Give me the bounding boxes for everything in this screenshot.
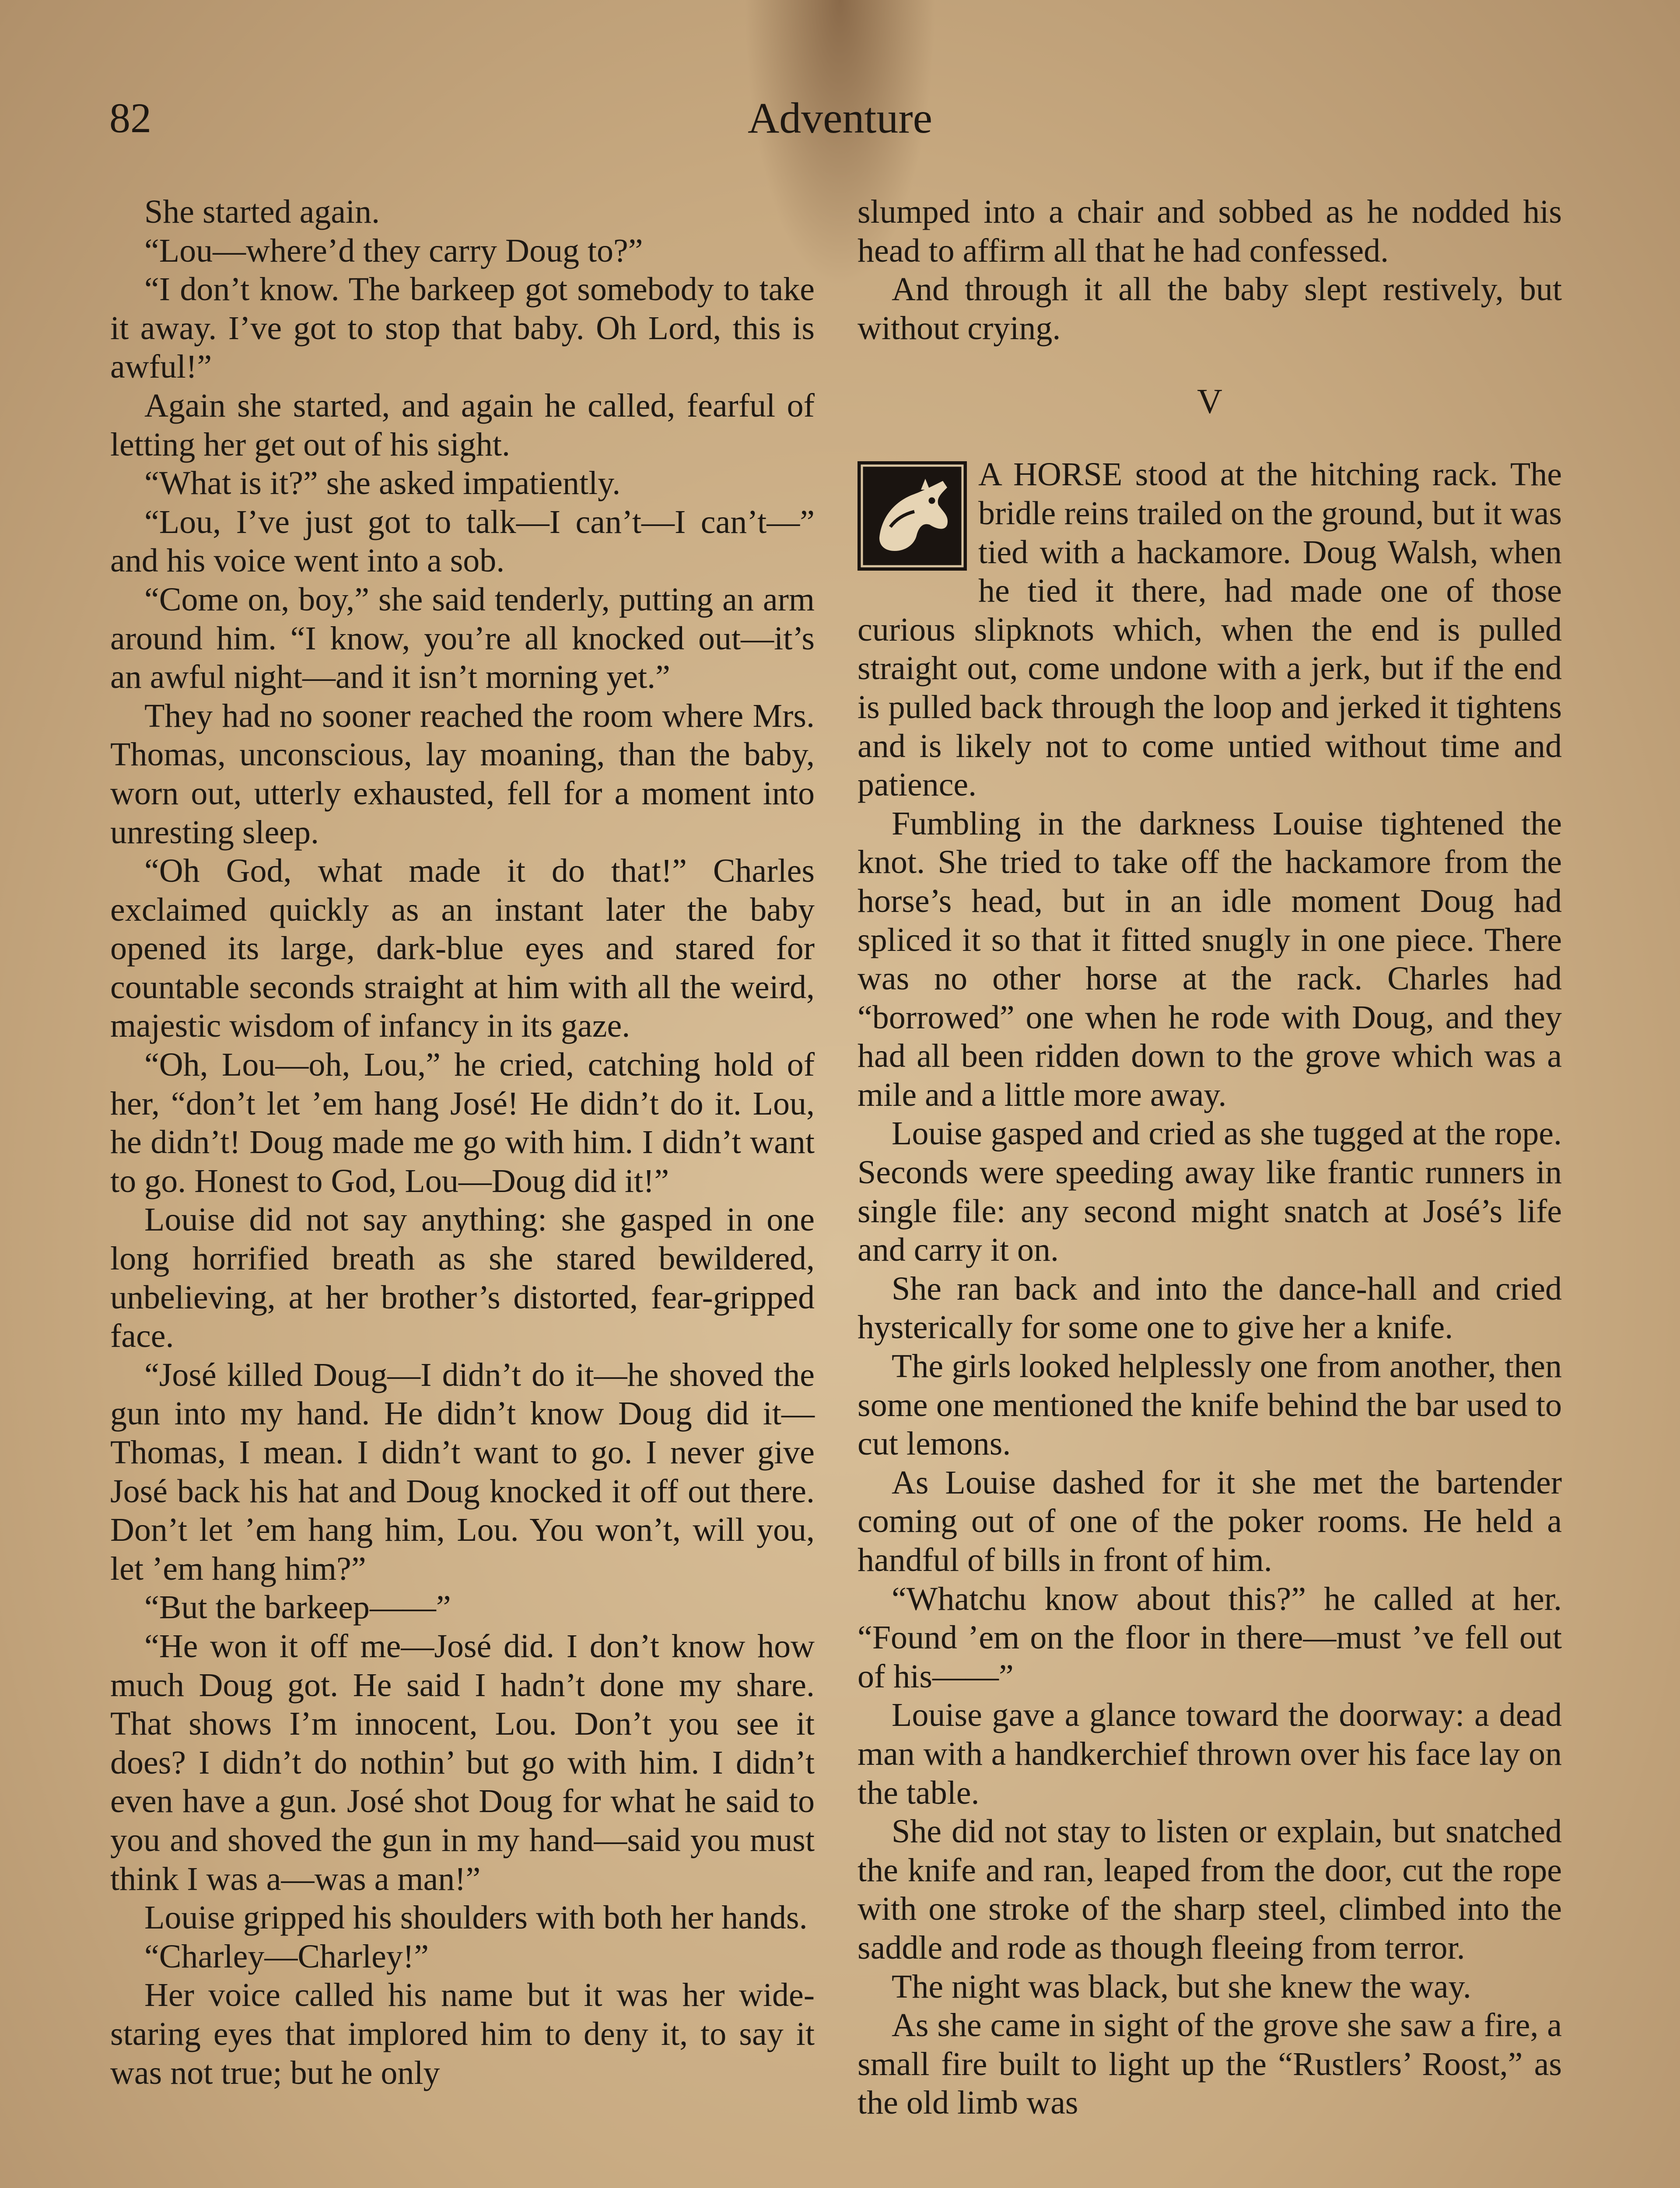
paragraph: “Oh, Lou—oh, Lou,” he cried, catching hold of her, “don’t let ’em hang José! He didn’t do it. Lou, he didn’t! Doug made me go with him. I didn’t want to go. Honest to God, Lou—Doug did it!” xyxy=(110,1046,815,1199)
paragraph: The night was black, but she knew the way. xyxy=(892,1968,1471,2005)
paragraph: “Lou—where’d they carry Doug to?” xyxy=(144,232,643,269)
paragraph: Again she started, and again he called, fearful of letting her get out of his sight. xyxy=(110,387,815,463)
paragraph: She started again. xyxy=(144,193,380,230)
paragraph: As she came in sight of the grove she saw a fire, a small fire built to light up the “Rustlers’ Roost,” as the old limb was xyxy=(858,2007,1562,2121)
paragraph: “I don’t know. The barkeep got somebody to take it away. I’ve got to stop that baby. Oh Lord, this is awful!” xyxy=(110,271,815,386)
page-number: 82 xyxy=(109,95,151,141)
right-column xyxy=(858,193,1562,2122)
paragraph: slumped into a chair and sobbed as he nodded his head to affirm all that he had confessed. xyxy=(858,193,1562,269)
paragraph: And through it all the baby slept restively, but without crying. xyxy=(858,271,1562,347)
paragraph: A HORSE stood at the hitching rack. The bridle reins trailed on the ground, but it was tied with a hackamore. Doug Walsh, when he tied it there, had made one of those curious slipknots which, when the end is pulled straight out, come undone with a jerk, but if the end is pulled back through the loop and jerked it tightens and is likely not to come untied without time and patience. xyxy=(858,456,1562,803)
section-number: V xyxy=(1197,382,1222,421)
paragraph: “Charley—Charley!” xyxy=(144,1938,429,1975)
paragraph: Fumbling in the darkness Louise tightened the knot. She tried to take off the hackamore from the horse’s head, but in an idle moment Doug had spliced it so that it fitted snugly in one piece. There was no other horse at the rack. Charles had “borrowed” one when he rode with Doug, and they had all been ridden down to the grove which was a mile and a little more away. xyxy=(858,805,1562,1113)
paragraph: She did not stay to listen or explain, but snatched the knife and ran, leaped from the door, cut the rope with one stroke of the sharp steel, climbed into the saddle and rode as though fleeing from terror. xyxy=(858,1813,1562,1966)
paragraph: “Whatchu know about this?” he called at her. “Found ’em on the floor in there—must ’ve fell out of his——” xyxy=(858,1580,1562,1695)
paragraph: She ran back and into the dance-hall and cried hysterically for some one to give her a knife. xyxy=(858,1270,1562,1346)
horse-head-vignette-icon xyxy=(858,461,967,571)
page-header xyxy=(109,92,1571,153)
paragraph: “Oh God, what made it do that!” Charles exclaimed quickly as an instant later the baby opened its large, dark-blue eyes and stared for countable seconds straight at him with all the weird, majestic wisdom of infancy in its gaze. xyxy=(110,852,815,1045)
paragraph: “But the barkeep——” xyxy=(144,1589,451,1626)
left-column xyxy=(110,193,815,2092)
paragraph: “José killed Doug—I didn’t do it—he shoved the gun into my hand. He didn’t know Doug did it—Thomas, I mean. I didn’t want to go. I never give José back his hat and Doug knocked it off out there. Don’t let ’em hang him, Lou. You won’t, will you, let ’em hang him?” xyxy=(110,1356,815,1587)
paragraph: Louise gasped and cried as she tugged at the rope. Seconds were speeding away like frantic runners in single file: any second might snatch at José’s life and carry it on. xyxy=(858,1115,1562,1269)
paragraph: The girls looked helplessly one from another, then some one mentioned the knife behind the bar used to cut lemons. xyxy=(858,1348,1562,1462)
paragraph: Louise did not say anything: she gasped in one long horrified breath as she stared bewildered, unbelieving, at her brother’s distorted, fear-gripped face. xyxy=(110,1201,815,1355)
paragraph: “What is it?” she asked impatiently. xyxy=(144,465,621,502)
paragraph: “Come on, boy,” she said tenderly, putting an arm around him. “I know, you’re all knocked out—it’s an awful night—and it isn’t morning yet.” xyxy=(110,581,815,696)
paragraph: “He won it off me—José did. I don’t know how much Doug got. He said I hadn’t done my share. That shows I’m innocent, Lou. Don’t you see it does? I didn’t do nothin’ but go with him. I didn’t even have a gun. José shot Doug for what he said to you and shoved the gun in my hand—said you must think I was a—was a man!” xyxy=(110,1627,815,1897)
paragraph: “Lou, I’ve just got to talk—I can’t—I can’t—” and his voice went into a sob. xyxy=(110,503,815,579)
paragraph: Louise gave a glance toward the doorway: a dead man with a handkerchief thrown over his face lay on the table. xyxy=(858,1697,1562,1811)
paragraph: Louise gripped his shoulders with both her hands. xyxy=(144,1899,808,1936)
paragraph: Her voice called his name but it was her wide-staring eyes that implored him to deny it, to say it was not true; but he only xyxy=(110,1977,815,2091)
paragraph: They had no sooner reached the room where Mrs. Thomas, unconscious, lay moaning, than the baby, worn out, utterly exhausted, fell for a moment into unresting sleep. xyxy=(110,697,815,851)
paragraph: As Louise dashed for it she met the bartender coming out of one of the poker rooms. He held a handful of bills in front of him. xyxy=(858,1464,1562,1578)
running-title: Adventure xyxy=(747,94,933,142)
